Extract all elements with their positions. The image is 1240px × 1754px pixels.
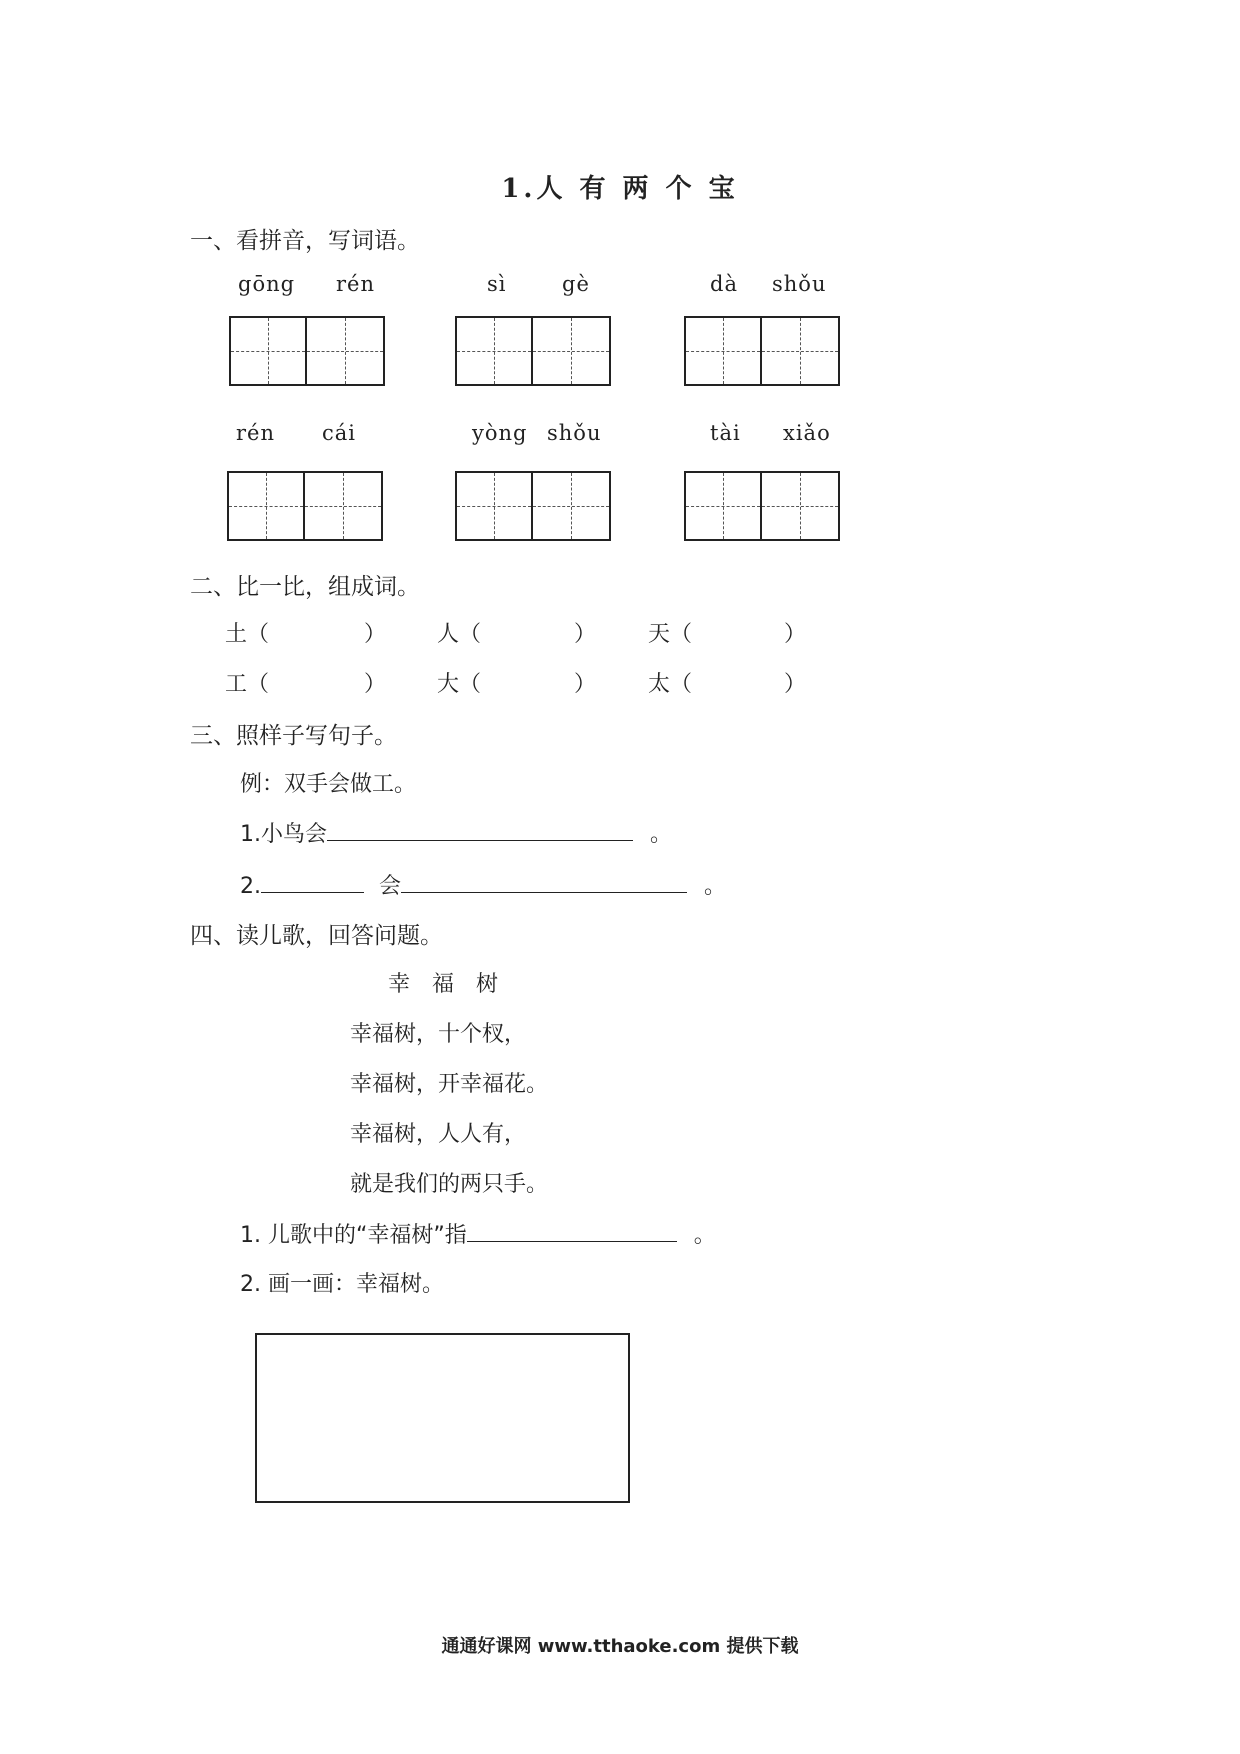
- question-prefix: 2.: [240, 874, 261, 899]
- writing-grid[interactable]: [455, 471, 611, 541]
- compare-word-close: ）: [364, 622, 387, 647]
- answer-blank[interactable]: [401, 872, 687, 893]
- writing-cell[interactable]: [762, 473, 838, 539]
- compare-word-open: 土（: [225, 622, 270, 647]
- writing-grid[interactable]: [455, 316, 611, 386]
- poem-line: 幸福树，开幸福花。: [350, 1072, 549, 1097]
- pinyin: gè: [562, 272, 590, 296]
- writing-grid[interactable]: [227, 471, 383, 541]
- poem-question-1: [240, 1218, 716, 1249]
- poem-title: 幸 福 树: [388, 972, 499, 997]
- writing-cell[interactable]: [305, 473, 381, 539]
- writing-cell[interactable]: [457, 318, 533, 384]
- compare-word-open: 工（: [225, 672, 270, 697]
- writing-cell[interactable]: [533, 473, 609, 539]
- sentence-question-2: [240, 869, 726, 900]
- section4-heading: 四、读儿歌，回答问题。: [190, 923, 443, 949]
- poem-line: 幸福树，十个杈，: [350, 1022, 527, 1047]
- compare-word-open: 天（: [648, 622, 693, 647]
- compare-word-close: ）: [574, 622, 597, 647]
- pinyin: rén: [236, 421, 275, 445]
- sentence-question-1: [240, 817, 672, 848]
- compare-word-close: ）: [364, 672, 387, 697]
- poem-line: 幸福树，人人有，: [350, 1122, 527, 1147]
- compare-word-open: 大（: [437, 672, 482, 697]
- pinyin: cái: [322, 421, 356, 445]
- writing-cell[interactable]: [457, 473, 533, 539]
- pinyin: xiǎo: [783, 421, 831, 445]
- drawing-box[interactable]: [255, 1333, 630, 1503]
- poem-question-2: 2. 画一画：幸福树。: [240, 1272, 444, 1297]
- writing-cell[interactable]: [762, 318, 838, 384]
- footer-credit: 通通好课网 www.tthaoke.com 提供下载: [441, 1636, 799, 1657]
- answer-blank[interactable]: [261, 872, 364, 893]
- period: 。: [650, 822, 673, 847]
- period: 。: [693, 1223, 716, 1248]
- period: 。: [704, 874, 727, 899]
- compare-word-close: ）: [784, 672, 807, 697]
- writing-cell[interactable]: [307, 318, 383, 384]
- pinyin: rén: [336, 272, 375, 296]
- question-text: 1. 儿歌中的“幸福树”指: [240, 1223, 467, 1248]
- writing-cell[interactable]: [686, 473, 762, 539]
- pinyin: tài: [710, 421, 741, 445]
- writing-cell[interactable]: [533, 318, 609, 384]
- pinyin: shǒu: [772, 272, 827, 296]
- section1-heading: 一、看拼音，写词语。: [190, 228, 420, 254]
- writing-cell[interactable]: [231, 318, 307, 384]
- writing-grid[interactable]: [684, 471, 840, 541]
- compare-word-close: ）: [574, 672, 597, 697]
- question-prefix: 1.小鸟会: [240, 822, 327, 847]
- poem-line: 就是我们的两只手。: [350, 1172, 549, 1197]
- compare-word-close: ）: [784, 622, 807, 647]
- pinyin: shǒu: [547, 421, 602, 445]
- example-sentence: 例：双手会做工。: [240, 772, 417, 797]
- pinyin: yòng: [472, 421, 528, 445]
- pinyin: dà: [710, 272, 738, 296]
- worksheet-title: 1.人 有 两 个 宝: [501, 174, 739, 204]
- compare-word-open: 太（: [648, 672, 693, 697]
- section2-heading: 二、比一比，组成词。: [190, 574, 420, 600]
- pinyin: sì: [487, 272, 507, 296]
- writing-grid[interactable]: [684, 316, 840, 386]
- writing-cell[interactable]: [229, 473, 305, 539]
- answer-blank[interactable]: [327, 820, 633, 841]
- connector-word: 会: [379, 874, 402, 899]
- compare-word-open: 人（: [437, 622, 482, 647]
- pinyin: gōng: [238, 272, 296, 296]
- section3-heading: 三、照样子写句子。: [190, 723, 397, 749]
- answer-blank[interactable]: [467, 1221, 677, 1242]
- writing-grid[interactable]: [229, 316, 385, 386]
- writing-cell[interactable]: [686, 318, 762, 384]
